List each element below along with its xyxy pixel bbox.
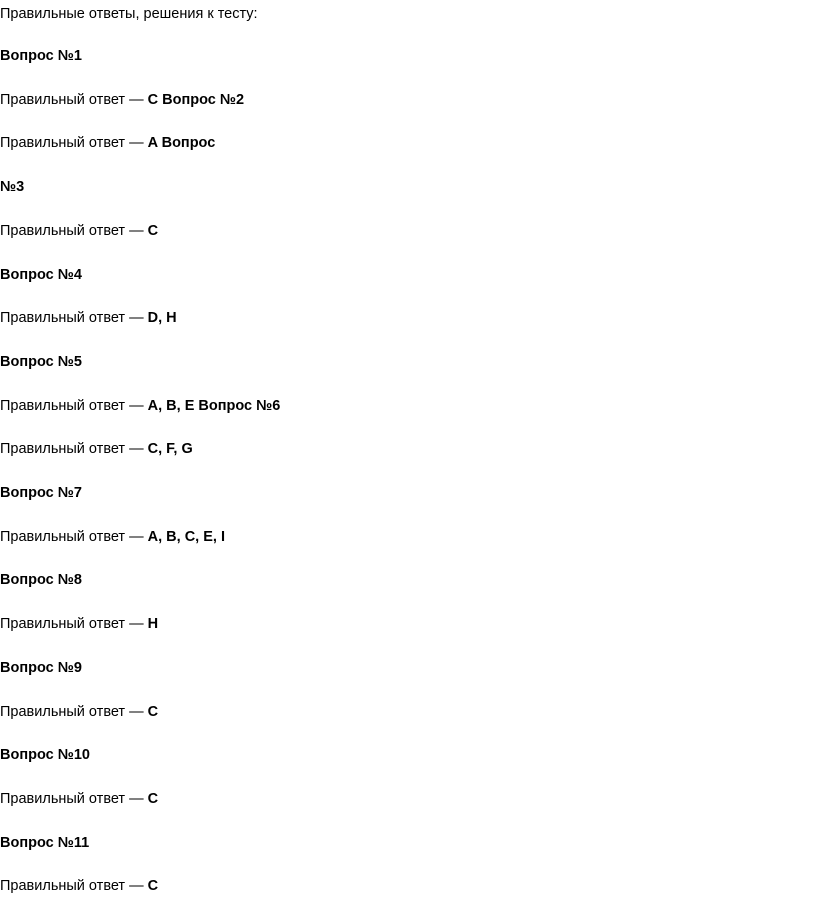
bold-text: Вопрос №9 (0, 660, 82, 676)
answer-line (0, 789, 158, 809)
answer-line (0, 308, 177, 328)
answer-line (0, 396, 280, 416)
bold-text: C, F, G (147, 441, 193, 457)
answer-line (0, 133, 215, 153)
answer-label: Правильный ответ — (0, 791, 148, 807)
answer-label: Правильный ответ — (0, 398, 148, 414)
bold-text: №3 (0, 179, 25, 195)
bold-text: A, B, E Вопрос №6 (147, 398, 281, 414)
bold-text: С (147, 791, 159, 807)
question-heading (0, 745, 90, 765)
answer-line (0, 527, 225, 547)
question-heading (0, 265, 82, 285)
question-heading (0, 46, 82, 66)
bold-text: H (147, 616, 159, 632)
answer-label: Правильный ответ — (0, 616, 148, 632)
bold-text: C (147, 223, 159, 239)
answer-label: Правильный ответ — (0, 529, 148, 545)
question-heading (0, 483, 82, 503)
question-heading (0, 833, 89, 853)
bold-text: D, H (147, 310, 177, 326)
bold-text: Вопрос №10 (0, 747, 90, 763)
bold-text: С Вопрос №2 (147, 92, 245, 108)
question-heading (0, 658, 82, 678)
answer-label: Правильный ответ — (0, 310, 148, 326)
bold-text: Вопрос №7 (0, 485, 82, 501)
answer-label: Правильный ответ — (0, 704, 148, 720)
answer-line (0, 221, 158, 241)
answer-label: Правильный ответ — (0, 135, 148, 151)
answer-label: Правильный ответ — (0, 92, 148, 108)
question-heading (0, 177, 24, 197)
answer-line (0, 90, 244, 110)
bold-text: A, B, C, E, I (147, 529, 225, 545)
bold-text: Вопрос №8 (0, 572, 82, 588)
document-intro: Правильные ответы, решения к тесту: (0, 6, 258, 22)
bold-text: С (147, 704, 159, 720)
answer-line (0, 702, 158, 722)
bold-text: С (147, 878, 159, 894)
answer-line (0, 614, 158, 634)
answer-label: Правильный ответ — (0, 441, 148, 457)
bold-text: Вопрос №4 (0, 267, 82, 283)
bold-text: Вопрос №11 (0, 835, 90, 851)
question-heading (0, 570, 82, 590)
answer-label: Правильный ответ — (0, 223, 148, 239)
answer-line (0, 439, 193, 459)
question-heading (0, 352, 82, 372)
bold-text: Вопрос №5 (0, 354, 82, 370)
bold-text: Вопрос №1 (0, 48, 82, 64)
bold-text: A Вопрос (147, 135, 216, 151)
answer-line (0, 876, 158, 896)
answer-label: Правильный ответ — (0, 878, 148, 894)
